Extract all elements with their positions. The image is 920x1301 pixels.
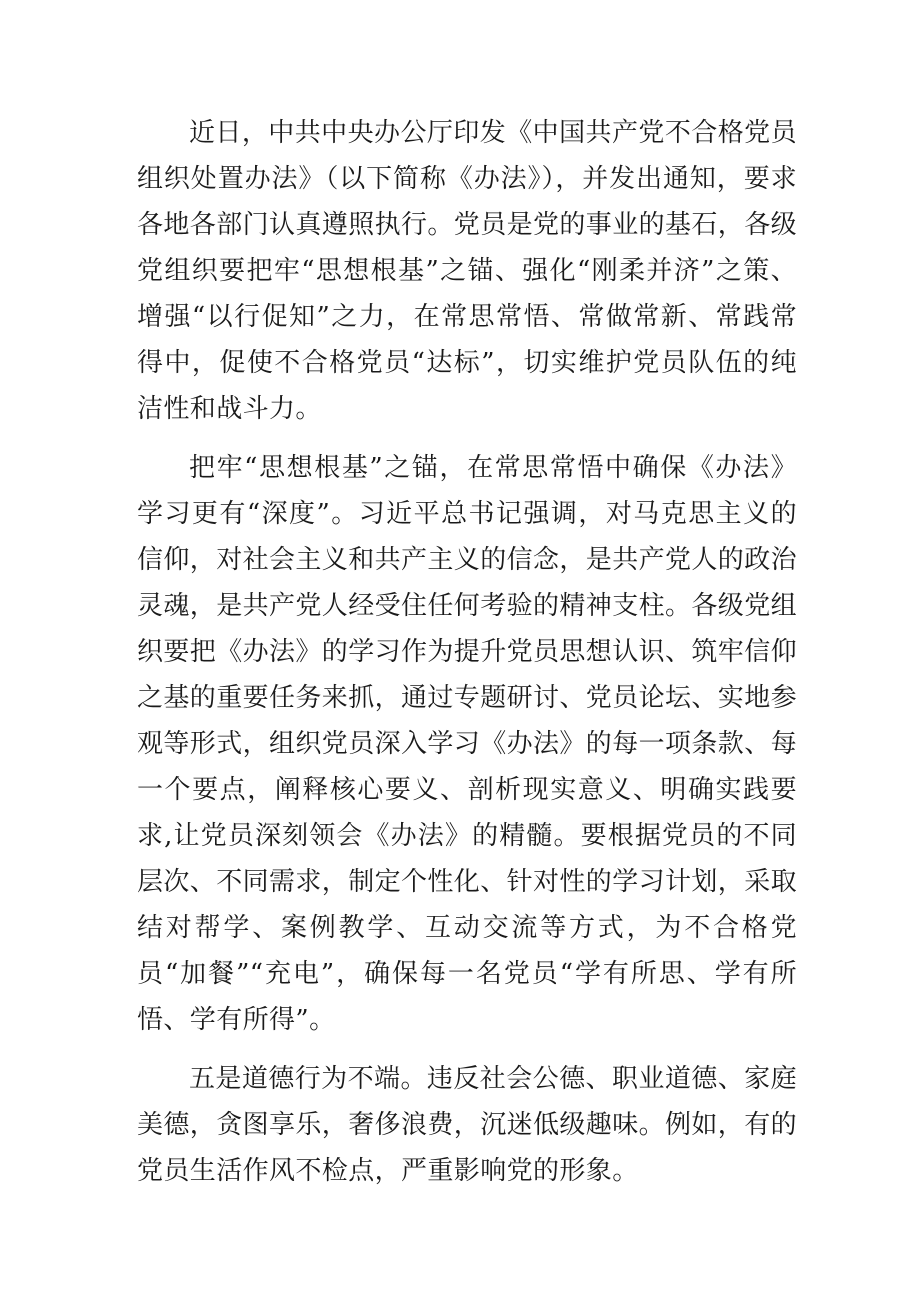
- paragraph-intro: 近日，中共中央办公厅印发《中国共产党不合格党员组织处置办法》（以下简称《办法》），并发出通知，要求各地各部门认真遵照执行。党员是党的事业的基石，各级党组织要把牢“思想根基”之锚、强化“刚柔并济”之策、增强“以行促知”之力，在常思常悟、常做常新、常践常得中，促使不合格党员“达标”，切实维护党员队伍的纯洁性和战斗力。: [137, 118, 798, 424]
- paragraph-moral-conduct: 五是道德行为不端。违反社会公德、职业道德、家庭美德，贪图享乐，奢侈浪费，沉迷低级趣味。例如，有的党员生活作风不检点，严重影响党的形象。: [137, 1064, 798, 1186]
- document-body: [137, 110, 797, 1194]
- paragraph-ideological-foundation: 把牢“思想根基”之锚，在常思常悟中确保《办法》学习更有“深度”。习近平总书记强调，对马克思主义的信仰，对社会主义和共产主义的信念，是共产党人的政治灵魂，是共产党人经受住任何考验的精神支柱。各级党组织要把《办法》的学习作为提升党员思想认识、筑牢信仰之基的重要任务来抓，通过专题研讨、党员论坛、实地参观等形式，组织党员深入学习《办法》的每一项条款、每一个要点，阐释核心要义、剖析现实意义、明确实践要求,让党员深刻领会《办法》的精髓。要根据党员的不同层次、不同需求，制定个性化、针对性的学习计划，采取结对帮学、案例教学、互动交流等方式，为不合格党员“加餐”“充电”，确保每一名党员“学有所思、学有所悟、学有所得”。: [137, 453, 798, 1035]
